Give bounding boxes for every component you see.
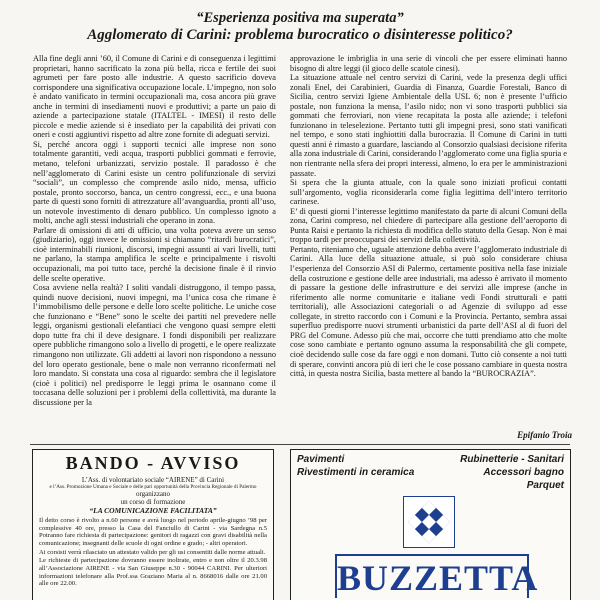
bando-body [39,517,267,588]
bando-paragraph: Le richieste di partecipazione dovranno essere inoltrate, entro e non oltre il 20.3.98 all’Associazione AIRENE - via San Giuseppe n.30 - 90044 CARINI. Per ulteriori informazioni telefonare alla Prof.ssa Graziano Maria al n. 8668016 dalle ore 21.00 alle ore 22.00. [39,557,267,588]
bando-organize-text: organizzano [135,490,171,499]
article-paragraph: Si, perché ancora oggi i supporti tecnici alle imprese non sono totalmente garantiti, vedi acqua, trasporti pubblici gommati e ferrovie, metano, telefoni urbanizzati, servizio postale. Il paradosso è che nell’agglomerato di Carini esiste un centro polifunzionale di servizi “sociali”, un complesso che comprende asilo nido, mensa, ufficio postale, pronto soccorso, banca, un centro congressi, ecc., e una buona parte di questi sono forniti di attrezzature all’avanguardia, pronti all’uso, un notevole investimento di denaro pubblico. Un complesso ignoto a molti, anche agli stessi industriali che operano in zona. [33,139,276,226]
ad-accessori: Accessori bagno [483,467,564,478]
article-column-left [33,54,276,439]
ad-parquet: Parquet [526,480,564,491]
section-divider [30,444,570,445]
buzzetta-logo-icon [403,496,455,548]
article-column-right [290,54,567,441]
article-paragraph: Pertanto, riteniamo che, uguale attenzione debba avere l’agglomerato industriale di Carini. Alla luce della situazione attuale, si può solo considerare chiusa l’esperienza del Consorzio ASI di Palermo, certamente positiva nella fase iniziale della costruzione e gestione delle aree industriali, ma adesso è arrivato il momento di passare la gestione delle infrastrutture e dei servizi alle imprese (anche in riferimento alle norme comunitarie e italiane vedi Fondi strutturali e patti territoriali), alle Associazioni categoriali o ad Agenzie di sviluppo ad esse collegate, in stretto raccordo con i Comuni e la Provincia. Pertanto, sembra assai superfluo predisporre nuovi strumenti urbanistici da parte dell’ASI al di fuori del PRG del Comune. Adesso più che mai, occorre che tutti prendiamo atto che molte cose sono cambiate e pertanto ognuno assuma la responsabilità che gli compete, cioè decidendo sulle cose da fare oggi e non domani. Tutto ciò consente a noi tutti di sperare, convinti ancora più di ieri che le cose possano cambiare in questa nostra città, in questa nostra Sicilia, basta mettere al bando la “BUROCRAZIA”. [290,244,567,379]
article-paragraph: Parlare di omissioni di atti di ufficio, una volta poteva avere un senso (giudiziario), oggi invece le omissioni si chiamano “ritardi burocratici”, cioè interminabili riunioni, discorsi, impegni assunti ai vari livelli, tutti ne parlano, la stampa amplifica le scelte e principalmente i risvolti occupazionali, ma poi tutto tace, perché la decisione finale è il rinvio delle scelte operative. [33,225,276,283]
bando-paragraph: Ai corsisti verrà rilasciato un attestato valido per gli usi consentiti dalle norme attuali. [39,548,266,556]
bando-paragraph: Il detto corso è rivolto a n.60 persone e avrà luogo nel periodo aprile-giugno ’98 per complessive 40 ore, presso la Casa del Fanciullo di Carini - via Sardegna n.5 Potranno fare richiesta di partecipazione: genitori di ragazzi con gravi disabilità nella comunicazione; insegnanti delle scuole di ogni ordine e grado; - altri operatori. [39,516,267,547]
bando-co-organizer: e l’Ass. Promozione Umana e Sociale e delle pari opportunità della Provincia Regionale di Palermo [49,484,257,491]
bando-organizer: L’Ass. di volontariato sociale “AIRENE” di Carini [81,476,225,484]
buzzetta-advert [290,449,571,600]
headline-main: Agglomerato di Carini: problema burocratico o disinteresse politico? [87,27,513,43]
bando-course-name: “LA COMUNICAZIONE FACILITATA” [89,505,217,515]
article-paragraph: La situazione attuale nel centro servizi di Carini, vede la presenza degli uffici zonali Enel, dei Carabinieri, Guardia di Finanza, Guardie Forestali, Banco di Sicilia, centro servizi Igiene Ambientale della USL 6; non è presente l’ufficio postale, non funziona la mensa, l’asilo nido; non vi sono trasporti pubblici sia gommati che ferroviari, non viene recapitata la posta alle aziende; i telefoni funzionano in teleselezione. Pertanto tutti gli impegni presi, sono stati vanificati nel tempo, e sono stati inghiottiti dalla burocrazia. Il Comune di Carini in tutti questi anni è rimasto a guardare, lasciando al Consorzio qualsiasi decisione riferita alla zona industriale di Carini, considerando l’agglomerato come una figlia spuria e non rientrante nella sfera dei propri interessi, almeno, lo era per le amministrazioni passate. [290,73,567,178]
article-paragraph: Alla fine degli anni ’60, il Comune di Carini e di conseguenza i legittimi proprietari, hanno sacrificato la zona più bella, ricca e fertile dei suoi agrumeti per fare posto alle industrie. A questo sacrificio doveva corrispondere una significativa occupazione locale. L’impegno, non solo è andato vanificato in termini occupazionali ma, cosa ancora più grave anche in termini di insediamenti nuovi e produttivi; a parte un paio di aziende a partecipazione statale (ITALTEL - IMESI) il resto delle piccole e medie aziende si è insediato per la capabilità dei privati con oneri e costi aggiuntivi rispetto ad altre zone fornite di adeguati servizi. [33,54,276,140]
article-paragraph: E’ di questi giorni l’interesse legittimo manifestato da parte di alcuni Comuni della zona, Carini compreso, nel chiedere di partecipare alla gestione dell’aeroporto di Punta Raisi e pertanto la richiesta di modifica dello statuto della Gesap. Non è mai troppo tardi per preoccuparsi dei servizi della collettività. [290,206,567,245]
article-paragraph: approvazione le imbriglia in una serie di vincoli che per essere eliminati hanno bisogno di altre leggi (il gioco delle scatole cinesi). [290,54,567,73]
article-paragraph: Si spera che la giunta attuale, con la quale sono iniziati proficui contatti sull’argomento, voglia riconsiderarla come figlia legittima dell’intero territorio carinese. [290,178,567,207]
bando-title: BANDO - AVVISO [65,453,241,473]
ad-pavimenti: Pavimenti [297,454,345,465]
article-paragraph: Cosa avviene nella realtà? I soliti vandali distruggono, il tempo passa, quindi nuove decisioni, nuovi impegni, ma l’unica cosa che rimane è l’immobilismo delle persone e delle loro scelte politiche. Le uniche cose che funzionano e “Bene” sono le scelte dei partiti nel prevedere nelle leggi, organismi gestionali elefantiaci che vengono quasi sempre eletti dopo tutte fra chi il deve designare. I fondi disponibili per realizzare opere pubbliche rimangono solo a livello di progetti, e le opere realizzate rimangono non utilizzate. Gli addetti ai lavori non rispondono a nessuno del loro operato gestionale, bene o male non verranno riconfermati nel loro mandato. Si constata una cosa al riguardo: sembra che il legislatore (cioè i politici) nel predisporre le leggi prima le osannano come il toccasana delle soluzioni per i problemi della collettività, ma durante la discussione per la [33,283,276,407]
article-author: Epifanio Troia [517,430,572,440]
buzzetta-brand: BUZZETTA [335,554,529,598]
bando-avviso-box [32,449,274,600]
ad-rivestimenti: Rivestimenti in ceramica [297,467,415,478]
headline-quote: “Esperienza positiva ma superata” [196,10,404,26]
bando-course-intro: un corso di formazione [120,498,186,507]
ad-rubinetterie: Rubinetterie - Sanitari [460,454,564,465]
